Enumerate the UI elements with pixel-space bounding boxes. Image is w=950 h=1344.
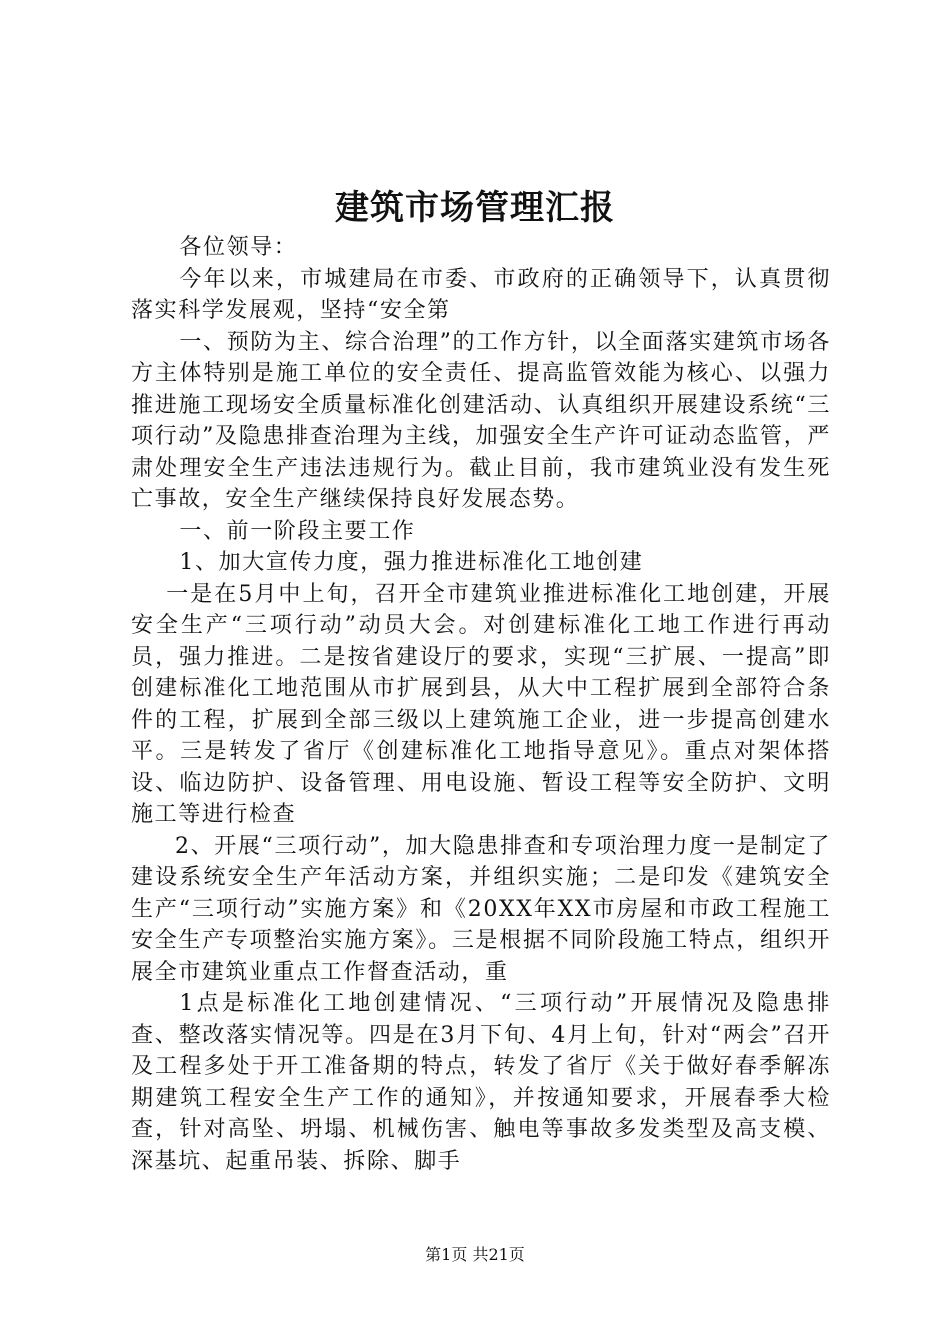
- intro-paragraph: 今年以来，市城建局在市委、市政府的正确领导下，认真贯彻落实科学发展观，坚持“安全第: [131, 266, 831, 323]
- inspection-paragraph: 1点是标准化工地创建情况、“三项行动”开展情况及隐患排查、整改落实情况等。四是在3月下旬、4月上旬，针对“两会”召开及工程多处于开工准备期的特点，转发了省厅《关于做好春季解冻期建筑工程安全生产工作的通知》，并按通知要求，开展春季大检查，针对高坠、坍塌、机械伤害、触电等事故多发类型及高支模、深基坑、起重吊装、拆除、脚手: [131, 991, 831, 1174]
- salutation-paragraph: 各位领导：: [179, 235, 298, 260]
- three-actions-paragraph: 2、开展“三项行动”，加大隐患排查和专项治理力度一是制定了建设系统安全生产年活动方案，并组织实施；二是印发《建筑安全生产“三项行动”实施方案》和《20XX年XX市房屋和市政工程施工安全生产专项整治实施方案》。三是根据不同阶段施工特点，组织开展全市建筑业重点工作督查活动，重: [131, 833, 831, 985]
- document-title: 建筑市场管理汇报: [335, 188, 615, 228]
- section-heading: 一、前一阶段主要工作: [179, 518, 416, 544]
- standardization-paragraph: 一是在5月中上旬，召开全市建筑业推进标准化工地创建，开展安全生产“三项行动”动员大会。对创建标准化工地工作进行再动员，强力推进。二是按省建设厅的要求，实现“三扩展、一提高”即创建标准化工地范围从市扩展到县，从大中工程扩展到全部符合条件的工程，扩展到全部三级以上建筑施工企业，进一步提高创建水平。三是转发了省厅《创建标准化工地指导意见》。重点对架体搭设、临边防护、设备管理、用电设施、暂设工程等安全防护、文明施工等进行检查: [131, 581, 831, 827]
- page-number-footer: 第1页 共21页: [425, 1245, 525, 1264]
- policy-paragraph: 一、预防为主、综合治理”的工作方针，以全面落实建筑市场各方主体特别是施工单位的安全责任、提高监管效能为核心、以强力推进施工现场安全质量标准化创建活动、认真组织开展建设系统“三项行动”及隐患排查治理为主线，加强安全生产许可证动态监管，严肃处理安全生产违法违规行为。截止目前，我市建筑业没有发生死亡事故，安全生产继续保持良好发展态势。: [131, 329, 831, 512]
- document-body: [131, 232, 831, 1177]
- subsection-heading-1: 1、加大宣传力度，强力推进标准化工地创建: [179, 550, 644, 575]
